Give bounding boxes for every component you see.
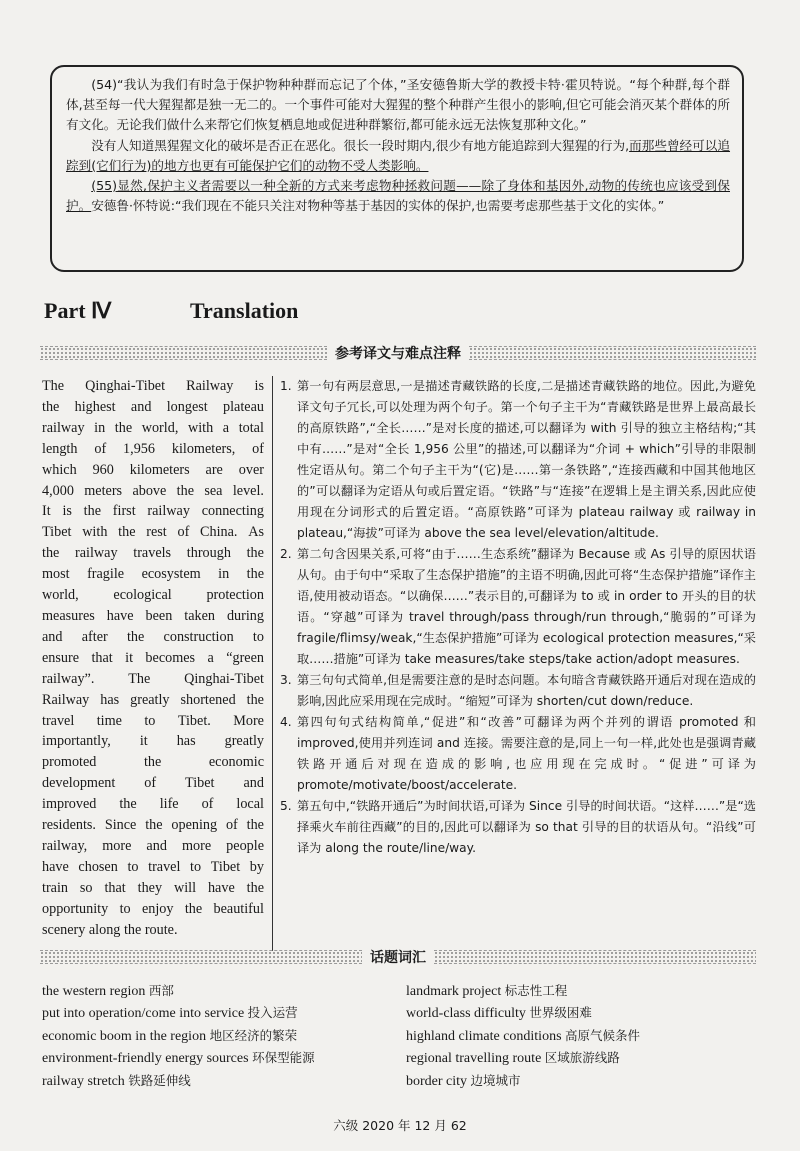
part-title: Translation (190, 298, 299, 323)
english-line: have chosen to travel to Tibet by (42, 858, 264, 875)
vocab-item (42, 1025, 315, 1047)
english-line: travel time to Tibet. More (42, 712, 264, 729)
vocab-item (42, 980, 315, 1002)
english-line: which 960 kilometers are over (42, 461, 264, 478)
vocab-en: world-class difficulty (406, 1006, 526, 1022)
column-divider (272, 376, 273, 951)
note-number: 5. (280, 799, 292, 813)
banner-dotted-bar (434, 950, 756, 964)
translation-banner-label: 参考译文与难点注释 (335, 346, 461, 362)
translation-notes (280, 376, 756, 859)
english-line: scenery along the route. (42, 921, 178, 938)
english-line: railway in the world, with a total (42, 419, 264, 436)
note-item (280, 670, 756, 712)
note-number: 2. (280, 547, 292, 561)
passage-55-rest: 安德鲁·怀特说:“我们现在不能只关注对物种等基于基因的实体的保护,也需要考虑那些基于文化的实体。” (91, 198, 665, 214)
vocab-en: border city (406, 1073, 468, 1089)
vocab-item (42, 1070, 315, 1092)
passage-55-underlined: (55)显然,保护主义者需要以一种全新的方式来考虑物种拯救问题——除了身体和基因外,动物的传统也应该受到保护。 (66, 178, 730, 214)
note-item (280, 376, 756, 544)
part-number: Part Ⅳ (44, 298, 112, 323)
english-line: development of Tibet and (42, 775, 264, 792)
passage-p2-a: 没有人知道黑猩猩文化的破坏是否正在恶化。很长一段时期内,很少有地方能追踪到大猩猩的行为, (91, 137, 630, 153)
vocab-item (42, 1002, 315, 1024)
vocab-en: put into operation/come into service (42, 1006, 245, 1022)
vocab-item (406, 1002, 640, 1024)
vocab-en: the western region (42, 984, 146, 999)
note-item (280, 712, 756, 796)
english-line: opportunity to enjoy the beautiful (42, 900, 264, 917)
vocab-item (406, 1047, 640, 1069)
passage-54-head: (54)“我认为我们有时急于保护物种种群而忘记了个体，”圣安德鲁斯大学的教授卡特·霍贝特说。 (91, 77, 630, 92)
note-text: 第一句有两层意思,一是描述青藏铁路的长度,二是描述青藏铁路的地位。因此,为避免译文句子冗长,可以处理为两个句子。第一个句子主干为“青藏铁路是世界上最高最长的高原铁路”,“全长……”是对长度的描述,可以翻译为 with 引导的独立主格结构;“其中有……”是对“全长 1,956 公里”的描述,可以翻译为“介词 + which”引导的非限制性定语从句。第二个句子主干为“(它)是……第一条铁路”,“连接西藏和中国其他地区的”可以翻译为定语从句或后置定语。“铁路”与“连接”在逻辑上是主谓关系,因此应使用现在分词形式的后置定语。“高原铁路”可译为 plateau railway 或 railway in plateau,“海拔”可译为 above the sea level/elevation/altitude. (297, 379, 756, 540)
english-line: most fragile ecosystem in the (42, 566, 264, 583)
vocab-item (406, 1070, 640, 1092)
note-text: 第四句句式结构简单,“促进”和“改善”可翻译为两个并列的谓语 promoted 和 improved,使用并列连词 and 连接。需要注意的是,同上一句一样,此处也是强调青藏铁路开通后对现在造成的影响,也应用现在完成时。“促进”可译为 promote/motivate/boost/accelerate. (297, 715, 756, 792)
vocab-zh: 高原气候条件 (565, 1027, 641, 1043)
english-line: and after the construction to (42, 628, 264, 645)
note-text: 第五句中,“铁路开通后”为时间状语,可译为 Since 引导的时间状语。“这样……”是“选择乘火车前往西藏”的目的,因此可以翻译为 so that 引导的目的状语从句。“沿线”可译为 along the route/line/way. (297, 799, 756, 855)
english-line: promoted the economic (42, 754, 264, 771)
vocab-item (42, 1047, 315, 1069)
english-line: ensure that it becomes a “green (42, 649, 264, 666)
english-translation (42, 376, 264, 940)
passage-paragraph-2 (66, 136, 730, 176)
english-line: 4,000 meters above the sea level. (42, 482, 264, 499)
english-line: It is the first railway connecting (42, 503, 264, 520)
english-line: the highest and longest plateau (42, 398, 264, 415)
vocab-en: environment-friendly energy sources (42, 1051, 249, 1067)
passage-paragraph-54 (66, 75, 730, 136)
passage-54-rest: “每个种群,每个群体,甚至每一代大猩猩都是独一无二的。一个事件可能对大猩猩的整个种群产生很小的影响,但它可能会消灭某个群体的所有文化。无论我们做什么来帮它们恢复栖息地或促进种群繁衍,都可能永远无法恢复那种文化。” (66, 77, 731, 133)
note-text: 第三句句式简单,但是需要注意的是时态问题。本句暗含青藏铁路开通后对现在造成的影响,因此应采用现在完成时。“缩短”可译为 shorten/cut down/reduce. (297, 673, 756, 708)
passage-box (50, 65, 744, 272)
vocab-item (406, 1025, 640, 1047)
english-line: railway, more and more people (42, 837, 264, 854)
vocab-zh: 投入运营 (247, 1005, 298, 1021)
vocab-zh: 标志性工程 (504, 983, 568, 998)
passage-paragraph-55 (66, 176, 730, 216)
english-line: residents. Since the opening of the (42, 817, 264, 834)
vocab-zh: 环保型能源 (252, 1050, 315, 1066)
vocab-list-right (406, 980, 640, 1092)
banner-dotted-bar (469, 346, 756, 360)
vocab-item (406, 980, 640, 1002)
english-line: world, ecological protection (42, 587, 264, 604)
banner-dotted-bar (40, 346, 327, 360)
vocab-en: economic boom in the region (42, 1028, 207, 1044)
english-line: the railway travels through the (42, 545, 264, 562)
banner-dotted-bar (40, 950, 362, 964)
vocab-en: regional travelling route (406, 1051, 542, 1067)
vocab-banner (40, 947, 756, 967)
english-line: railway”. The Qinghai-Tibet (42, 670, 264, 687)
vocab-en: landmark project (406, 984, 502, 999)
passage-p2-underlined: 而那些曾经可以追踪到(它们行为)的地方也更有可能保护它们的动物不受人类影响。 (66, 137, 731, 173)
translation-banner (40, 343, 756, 363)
english-line: train so that they will have the (42, 879, 264, 896)
english-line: Railway has greatly shortened the (42, 691, 264, 708)
note-number: 3. (280, 673, 292, 687)
vocab-zh: 边境城市 (470, 1072, 521, 1088)
vocab-banner-label: 话题词汇 (370, 950, 426, 966)
english-line: Tibet with the rest of China. As (42, 524, 264, 541)
note-item (280, 544, 756, 670)
note-number: 1. (280, 379, 292, 393)
english-line: importantly, it has greatly (42, 733, 264, 750)
vocab-en: highland climate conditions (406, 1028, 562, 1044)
english-line: length of 1,956 kilometers, of (42, 440, 264, 457)
vocab-zh: 西部 (148, 983, 174, 998)
note-text: 第二句含因果关系,可将“由于……生态系统”翻译为 Because 或 As 引导的原因状语从句。由于句中“采取了生态保护措施”的主语不明确,因此可将“生态保护措施”译作主语,使用被动语态。“以确保……”表示目的,可翻译为 to 或 in order to 开头的目的状语。“穿越”可译为 travel through/pass through/run through,“脆弱的”可译为 fragile/flimsy/weak,“生态保护措施”可译为 ecological protection measures,“采取……措施”可译为 take measures/take steps/take action/adopt measures. (297, 547, 756, 666)
note-number: 4. (280, 715, 292, 729)
page-footer: 六级 2020 年 12 月 62 (333, 1118, 467, 1133)
note-item (280, 796, 756, 859)
vocab-zh: 区域旅游线路 (544, 1050, 620, 1066)
vocab-zh: 地区经济的繁荣 (209, 1027, 298, 1043)
vocab-en: railway stretch (42, 1073, 125, 1089)
english-line: improved the life of local (42, 796, 264, 813)
english-line: measures have been taken during (42, 607, 264, 624)
english-line: The Qinghai-Tibet Railway is (42, 378, 264, 394)
vocab-zh: 铁路延伸线 (128, 1072, 191, 1088)
vocab-zh: 世界级困难 (529, 1005, 592, 1021)
vocab-list-left (42, 980, 315, 1092)
